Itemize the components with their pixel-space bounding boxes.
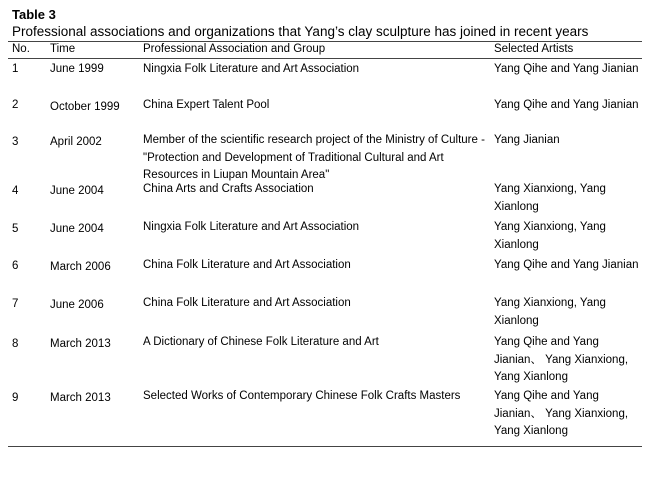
row-org: Ningxia Folk Literature and Art Association	[143, 63, 360, 75]
row-org: China Folk Literature and Art Association	[143, 297, 351, 309]
row-time: March 2006	[50, 261, 111, 273]
row-no: 8	[12, 338, 19, 350]
row-org: Member of the scientific research project of the Ministry of Culture - "Protection and Development of Traditional Cultural and Art Resources in Liupan Mountain Area"	[143, 134, 485, 181]
row-no: 9	[12, 392, 19, 404]
row-no: 5	[12, 223, 19, 235]
row-artists: Yang Qihe and Yang Jianian	[494, 259, 639, 271]
row-org: Ningxia Folk Literature and Art Association	[143, 221, 360, 233]
row-time: April 2002	[50, 136, 102, 148]
row-org: China Arts and Crafts Association	[143, 183, 314, 195]
row-org: Selected Works of Contemporary Chinese Folk Crafts Masters	[143, 390, 461, 402]
row-time: June 2004	[50, 223, 104, 235]
table-title: Professional associations and organizations that Yang’s clay sculpture has joined in recent years	[12, 24, 589, 39]
table-label: Table 3	[12, 7, 56, 22]
header-artists: Selected Artists	[494, 43, 574, 55]
row-time: October 1999	[50, 101, 120, 113]
row-artists: Yang Qihe and Yang Jianian、 Yang Xianxiong, Yang Xianlong	[494, 390, 629, 437]
row-time: June 2004	[50, 185, 104, 197]
row-org: China Expert Talent Pool	[143, 99, 270, 111]
row-no: 3	[12, 136, 19, 148]
row-no: 7	[12, 298, 19, 310]
row-no: 1	[12, 63, 19, 75]
row-no: 6	[12, 260, 19, 272]
row-no: 4	[12, 185, 19, 197]
header-no: No.	[12, 43, 30, 55]
row-artists: Yang Xianxiong, Yang Xianlong	[494, 297, 606, 327]
row-time: March 2013	[50, 338, 111, 350]
row-artists: Yang Xianxiong, Yang Xianlong	[494, 183, 606, 213]
row-org: China Folk Literature and Art Association	[143, 259, 351, 271]
header-org: Professional Association and Group	[143, 43, 326, 55]
row-time: June 1999	[50, 63, 104, 75]
row-time: March 2013	[50, 392, 111, 404]
row-artists: Yang Xianxiong, Yang Xianlong	[494, 221, 606, 251]
row-artists: Yang Jianian	[494, 134, 560, 146]
row-artists: Yang Qihe and Yang Jianian、 Yang Xianxiong, Yang Xianlong	[494, 336, 629, 383]
row-artists: Yang Qihe and Yang Jianian	[494, 99, 639, 111]
header-time: Time	[50, 43, 76, 55]
row-org: A Dictionary of Chinese Folk Literature and Art	[143, 336, 379, 348]
row-time: June 2006	[50, 299, 104, 311]
row-artists: Yang Qihe and Yang Jianian	[494, 63, 639, 75]
row-no: 2	[12, 99, 19, 111]
